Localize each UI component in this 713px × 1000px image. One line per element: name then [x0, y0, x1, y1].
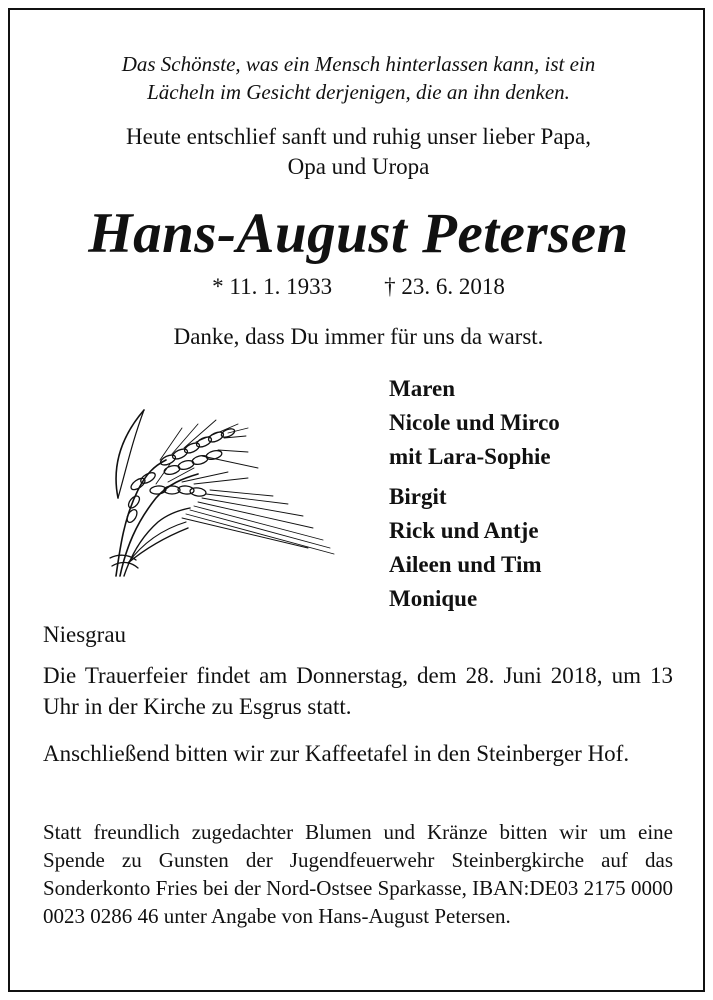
family-member: Rick und Antje [389, 518, 539, 543]
intro-text [10, 122, 707, 182]
intro-line-1: Heute entschlief sanft und ruhig unser lieber Papa, [126, 124, 591, 149]
obituary-notice [8, 8, 705, 992]
quote-line-2: Lächeln im Gesicht derjenigen, die an ihn denken. [147, 80, 570, 104]
death-date: † 23. 6. 2018 [384, 274, 505, 299]
thanks-line: Danke, dass Du immer für uns da warst. [173, 324, 544, 349]
birth-date: * 11. 1. 1933 [212, 274, 333, 299]
family-list [389, 372, 560, 616]
coffee-reception-text: Anschließend bitten wir zur Kaffeetafel in den Steinberger Hof. [43, 741, 630, 766]
family-member: mit Lara-Sophie [389, 444, 551, 469]
donation-request-text: Statt freundlich zugedachter Blumen und Kränze bitten wir um eine Spende zu Gunsten der Jugendfeuerwehr Steinbergkirche auf das Sonderkonto Fries bei der Nord-Ostsee Sparkasse, IBAN:DE03 2175 0000 0023 0286 46 unter Angabe von Hans-August Petersen. [43, 820, 673, 928]
quote-line-1: Das Schönste, was ein Mensch hinterlassen kann, ist ein [121, 52, 596, 76]
funeral-ceremony-text: Die Trauerfeier findet am Donnerstag, dem 28. Juni 2018, um 13 Uhr in der Kirche zu Esgrus statt. [43, 663, 673, 719]
place-name: Niesgrau [43, 622, 127, 647]
family-member: Aileen und Tim [389, 552, 542, 577]
life-dates [10, 272, 707, 302]
family-member: Monique [389, 586, 478, 611]
family-member: Birgit [389, 484, 447, 509]
memorial-quote [10, 50, 707, 106]
deceased-name: Hans-August Petersen [88, 202, 629, 265]
family-member: Nicole und Mirco [389, 410, 560, 435]
wheat-ears-icon [98, 398, 338, 583]
intro-line-2: Opa und Uropa [287, 154, 430, 179]
family-member: Maren [389, 376, 456, 401]
